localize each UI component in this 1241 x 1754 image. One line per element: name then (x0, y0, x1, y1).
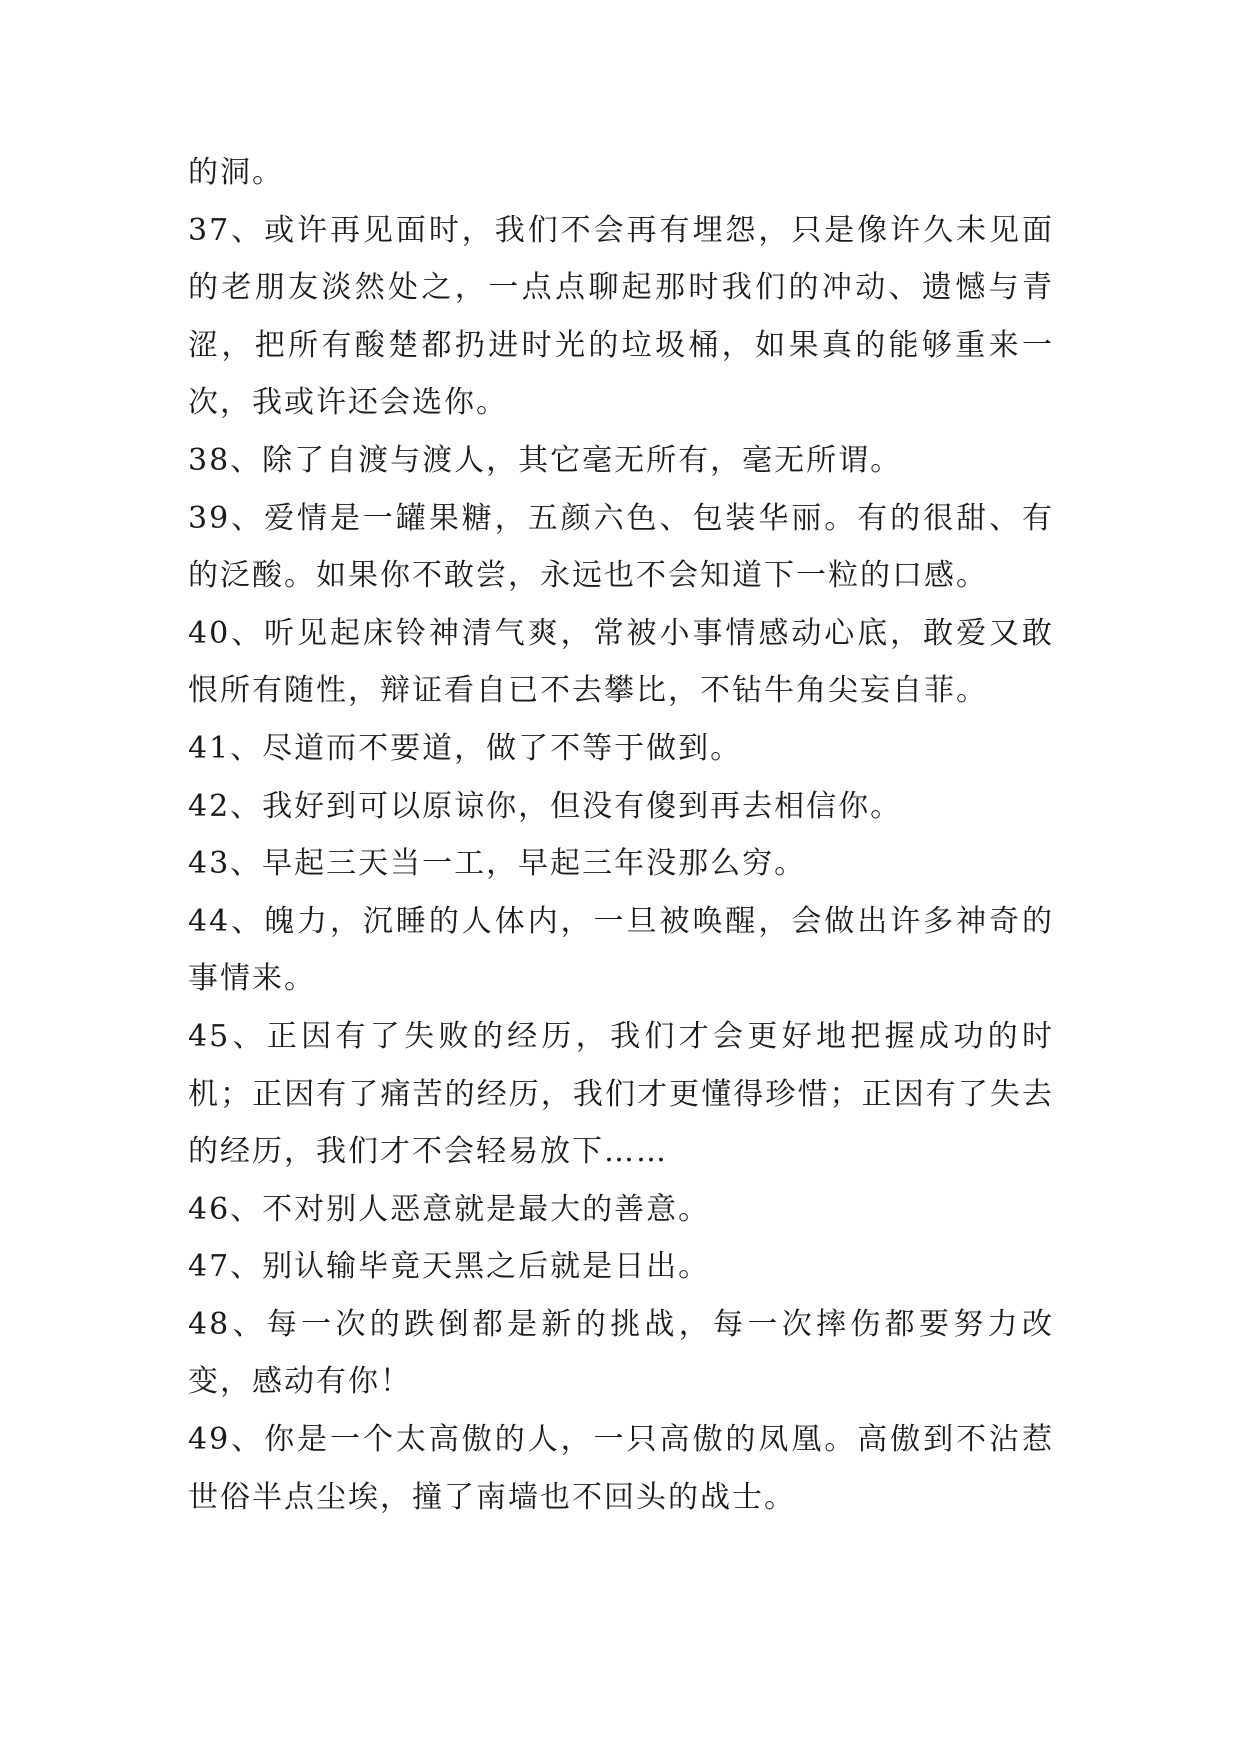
paragraph-48: 48、每一次的跌倒都是新的挑战，每一次摔伤都要努力改变，感动有你！ (188, 1306, 1054, 1400)
paragraph-41: 41、尽道而不要道，做了不等于做到。 (188, 730, 743, 766)
paragraph-43: 43、早起三天当一工，早起三年没那么穷。 (188, 846, 807, 882)
paragraph-44: 44、魄力，沉睡的人体内，一旦被唤醒，会做出许多神奇的事情来。 (188, 903, 1054, 997)
paragraph-45: 45、正因有了失败的经历，我们才会更好地把握成功的时机；正因有了痛苦的经历，我们才更懂得珍惜；正因有了失去的经历，我们才不会轻易放下…… (188, 1018, 1054, 1170)
document-body (188, 144, 1054, 1526)
paragraph-39: 39、爱情是一罐果糖，五颜六色、包装华丽。有的很甜、有的泛酸。如果你不敢尝，永远也不会知道下一粒的口感。 (188, 500, 1054, 594)
paragraph-47: 47、别认输毕竟天黑之后就是日出。 (188, 1249, 711, 1285)
paragraph-40: 40、听见起床铃神清气爽，常被小事情感动心底，敢爱又敢恨所有随性，辩证看自已不去攀比，不钻牛角尖妄自菲。 (188, 615, 1054, 709)
paragraph-37: 37、或许再见面时，我们不会再有埋怨，只是像许久未见面的老朋友淡然处之，一点点聊起那时我们的冲动、遗憾与青涩，把所有酸楚都扔进时光的垃圾桶，如果真的能够重来一次，我或许还会选你。 (188, 212, 1054, 421)
paragraph-42: 42、我好到可以原谅你，但没有傻到再去相信你。 (188, 788, 903, 824)
paragraph-38: 38、除了自渡与渡人，其它毫无所有，毫无所谓。 (188, 442, 903, 478)
paragraph-46: 46、不对别人恶意就是最大的善意。 (188, 1191, 711, 1227)
paragraph-49: 49、你是一个太高傲的人，一只高傲的凤凰。高傲到不沾惹世俗半点尘埃，撞了南墙也不回头的战士。 (188, 1422, 1054, 1515)
paragraph-continuation: 的洞。 (188, 155, 284, 190)
